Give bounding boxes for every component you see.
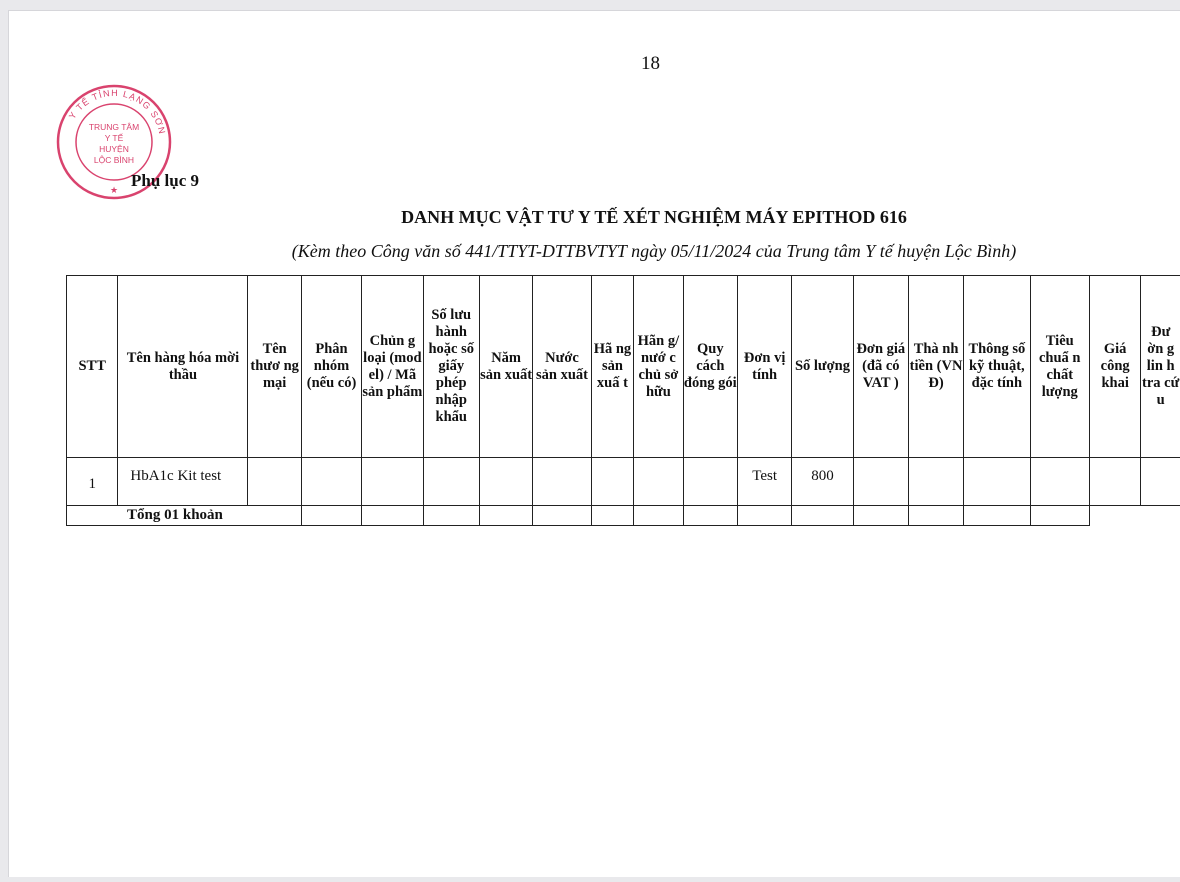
table-cell (362, 506, 423, 526)
header-cell: Phân nhóm (nếu có) (301, 276, 361, 458)
table-cell (479, 506, 532, 526)
header-cell: Đơn vị tính (738, 276, 792, 458)
header-cell: Giá công khai (1089, 276, 1140, 458)
table-cell (964, 458, 1030, 506)
header-cell: Quy cách đóng gói (683, 276, 737, 458)
header-cell: Tên thươ ng mại (248, 276, 301, 458)
header-cell: Đơn giá (đã có VAT ) (853, 276, 908, 458)
table-cell (908, 458, 963, 506)
header-cell: Thà nh tiền (VN Đ) (908, 276, 963, 458)
table-cell: HbA1c Kit test (118, 458, 248, 506)
document-title: DANH MỤC VẬT TƯ Y TẾ XÉT NGHIỆM MÁY EPITHOD 616 (401, 207, 907, 227)
table-cell (479, 458, 532, 506)
table-cell: 800 (792, 458, 853, 506)
table-cell (591, 506, 634, 526)
table-cell (853, 458, 908, 506)
table-cell (533, 458, 591, 506)
header-cell: Nước sản xuất (533, 276, 591, 458)
header-cell: Thông số kỹ thuật, đặc tính (964, 276, 1030, 458)
page-number: 18 (641, 53, 660, 74)
table-cell (301, 458, 361, 506)
header-cell: Tiêu chuẩ n chất lượng (1030, 276, 1089, 458)
table-cell (908, 506, 963, 526)
header-cell: Năm sản xuất (479, 276, 532, 458)
document-page (8, 10, 1180, 877)
table-cell (362, 458, 423, 506)
table-cell (683, 506, 737, 526)
table-total-row (67, 506, 1180, 526)
header-cell: Số lượng (792, 276, 853, 458)
table-cell (1089, 458, 1140, 506)
svg-text:Y TẾ TỈNH LẠNG SƠN: Y TẾ TỈNH LẠNG SƠN (66, 87, 168, 136)
svg-text:★: ★ (109, 185, 119, 195)
table-cell (591, 458, 634, 506)
table-cell (853, 506, 908, 526)
table-cell (792, 506, 853, 526)
appendix-label: Phụ lục 9 (131, 171, 200, 190)
table-cell (964, 506, 1030, 526)
table-cell (634, 458, 683, 506)
table-cell (738, 506, 792, 526)
table-cell: 1 (67, 458, 118, 506)
table-cell (683, 458, 737, 506)
svg-text:LỘC BÌNH: LỘC BÌNH (93, 155, 135, 165)
svg-text:TRUNG TÂM: TRUNG TÂM (88, 122, 140, 132)
document-subtitle: (Kèm theo Công văn số 441/TTYT-DTTBVTYT ngày 05/11/2024 của Trung tâm Y tế huyện Lộc Bình) (291, 241, 1017, 261)
header-cell: Hãn g/ nướ c chủ sở hữu (634, 276, 683, 458)
header-cell: Số lưu hành hoặc số giấy phép nhập khẩu (423, 276, 479, 458)
table-cell (1141, 458, 1180, 506)
items-table (66, 275, 1180, 526)
table-cell (423, 458, 479, 506)
header-cell: Tên hàng hóa mời thầu (118, 276, 248, 458)
table-cell (301, 506, 361, 526)
table-header-row (67, 276, 1180, 458)
table-cell: Test (738, 458, 792, 506)
svg-text:Y TẾ: Y TẾ (104, 133, 124, 143)
table-cell (1030, 458, 1089, 506)
header-cell: Đư ờn g lin h tra cứ u (1141, 276, 1180, 458)
header-cell: Chủn g loại (mod el) / Mã sản phẩm (362, 276, 423, 458)
table-row (67, 458, 1180, 506)
table-cell (1030, 506, 1089, 526)
svg-text:HUYỆN: HUYỆN (99, 144, 129, 154)
header-cell: Hã ng sản xuấ t (591, 276, 634, 458)
table-cell (634, 506, 683, 526)
table-cell (248, 458, 301, 506)
table-cell (533, 506, 591, 526)
table-cell (423, 506, 479, 526)
header-cell: STT (67, 276, 118, 458)
total-label: Tổng 01 khoản (67, 506, 302, 526)
